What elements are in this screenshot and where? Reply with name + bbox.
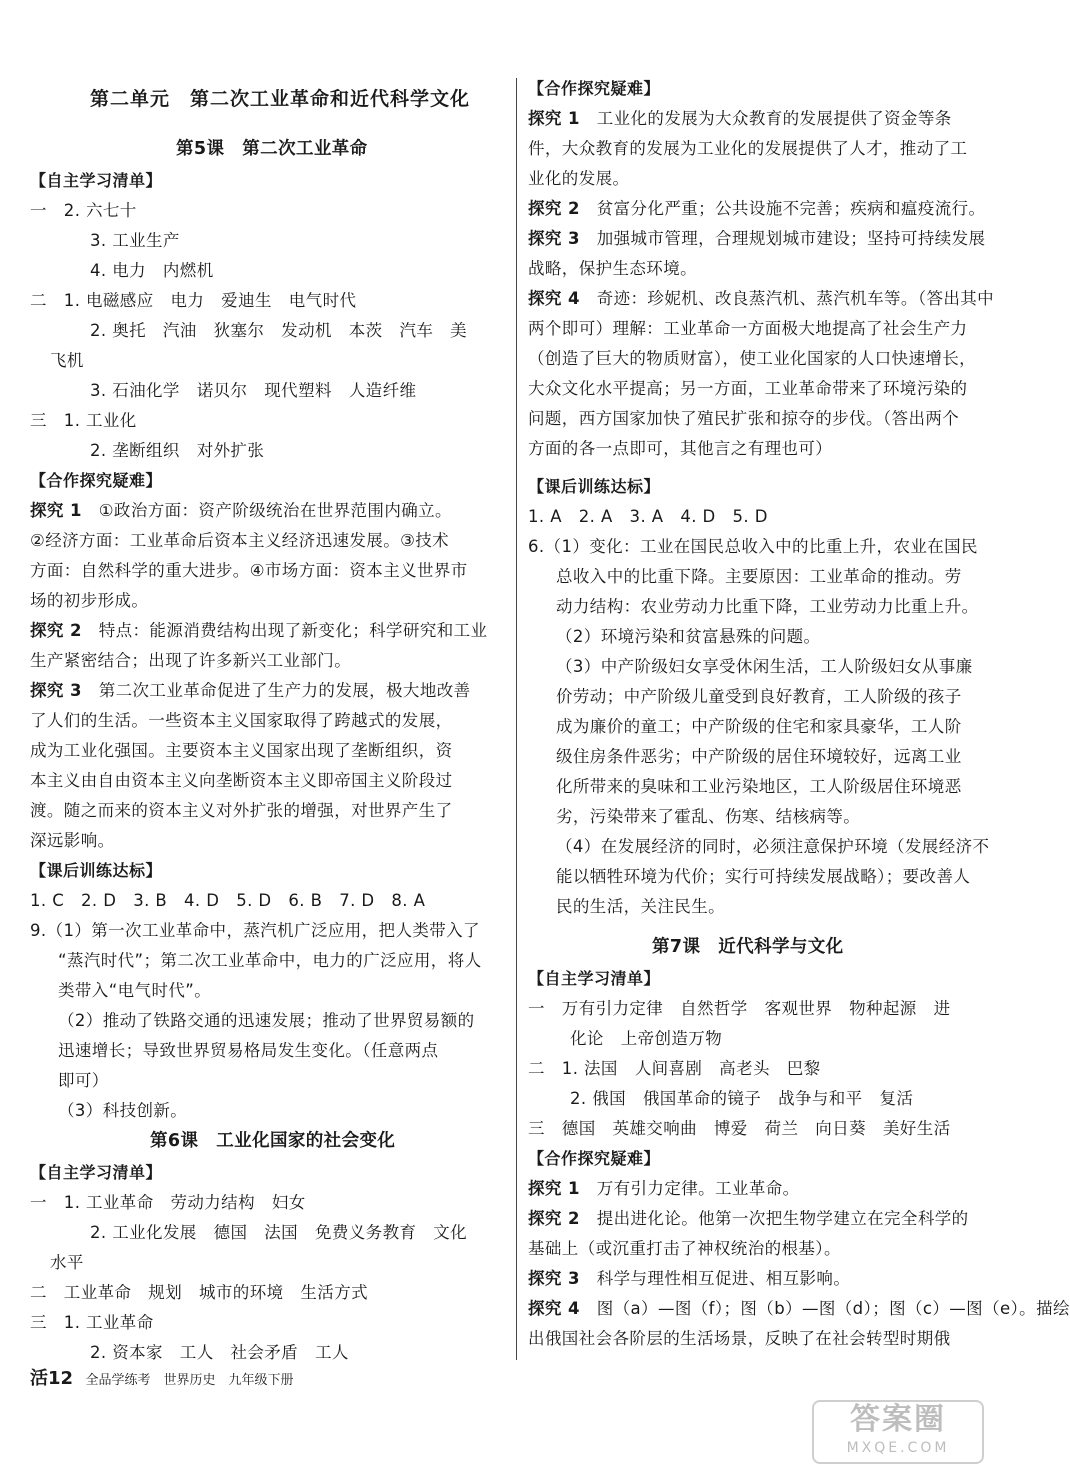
page-footer xyxy=(30,1364,293,1390)
answer-line: （4）在发展经济的同时，必须注意保护环境（发展经济不 xyxy=(556,837,990,856)
explore-text: 两个即可）理解：工业革命一方面极大地提高了社会生产力 xyxy=(528,319,968,338)
answer-line: 二 1. 电磁感应 电力 爱迪生 电气时代 xyxy=(30,291,357,310)
answer-line: 三 德国 英雄交响曲 博爱 荷兰 向日葵 美好生活 xyxy=(528,1119,951,1138)
explore-label: 探究 3 xyxy=(528,229,580,248)
answer-line: 类带入“电气时代”。 xyxy=(58,981,212,1000)
explore-label: 探究 1 xyxy=(30,501,82,520)
explore-text: 图（a）—图（f）；图（b）—图（d）；图（c）—图（e）。描绘 xyxy=(596,1299,1070,1318)
answer-line: 二 工业革命 规划 城市的环境 生活方式 xyxy=(30,1283,368,1302)
explore-label: 探究 2 xyxy=(30,621,82,640)
section-heading: 【合作探究疑难】 xyxy=(30,471,163,490)
section-heading: 【课后训练达标】 xyxy=(30,861,163,880)
answer-line: 水平 xyxy=(50,1253,84,1272)
answer-line: 9.（1）第一次工业革命中，蒸汽机广泛应用，把人类带入了 xyxy=(30,921,480,940)
section-heading: 【合作探究疑难】 xyxy=(528,79,661,98)
section-heading: 【课后训练达标】 xyxy=(528,477,661,496)
column-divider xyxy=(516,78,517,1360)
answer-line: 化论 上帝创造万物 xyxy=(570,1029,723,1048)
explore-text: 贫富分化严重；公共设施不完善；疾病和瘟疫流行。 xyxy=(596,199,986,218)
explore-text: 业化的发展。 xyxy=(528,169,630,188)
answer-line: 2. 工业化发展 德国 法国 免费义务教育 文化 xyxy=(90,1223,468,1242)
explore-text: 提出进化论。他第一次把生物学建立在完全科学的 xyxy=(596,1209,969,1228)
explore-text: ①政治方面：资产阶级统治在世界范围内确立。 xyxy=(98,501,452,520)
section-heading: 【自主学习清单】 xyxy=(30,171,163,190)
explore-text: 本主义由自由资本主义向垄断资本主义即帝国主义阶段过 xyxy=(30,771,453,790)
explore-label: 探究 3 xyxy=(30,681,82,700)
explore-text: 工业化的发展为大众教育的发展提供了资金等条 xyxy=(596,109,952,128)
explore-text: 深远影响。 xyxy=(30,831,115,850)
answer-line: 一 万有引力定律 自然哲学 客观世界 物种起源 进 xyxy=(528,999,951,1018)
explore-text: （创造了巨大的物质财富），使工业化国家的人口快速增长， xyxy=(528,349,977,368)
explore-text: 第二次工业革命促进了生产力的发展，极大地改善 xyxy=(98,681,471,700)
answer-line: 三 1. 工业化 xyxy=(30,411,137,430)
answer-line: 2. 奥托 汽油 狄塞尔 发动机 本茨 汽车 美 xyxy=(90,321,468,340)
answer-line: 飞机 xyxy=(50,351,84,370)
explore-text: 了人们的生活。一些资本主义国家取得了跨越式的发展， xyxy=(30,711,453,730)
answer-line: 总收入中的比重下降。主要原因：工业革命的推动。劳 xyxy=(556,567,962,586)
explore-text: 出俄国社会各阶层的生活场景，反映了在社会转型时期俄 xyxy=(528,1329,951,1348)
explore-text: 场的初步形成。 xyxy=(30,591,149,610)
answer-line: 能以牺牲环境为代价；实行可持续发展战略）；要改善人 xyxy=(556,867,971,886)
answer-line: 2. 俄国 俄国革命的镜子 战争与和平 复活 xyxy=(570,1089,914,1108)
answer-line: 迅速增长；导致世界贸易格局发生变化。（任意两点 xyxy=(58,1041,439,1060)
explore-text: 方面：自然科学的重大进步。④市场方面：资本主义世界市 xyxy=(30,561,468,580)
explore-label: 探究 1 xyxy=(528,109,580,128)
lesson7-title: 第7课 近代科学与文化 xyxy=(652,937,844,957)
answer-line: 1. C 2. D 3. B 4. D 5. D 6. B 7. D 8. A xyxy=(30,891,426,910)
answer-line: 化所带来的臭味和工业污染地区，工人阶级居住环境恶 xyxy=(556,777,962,796)
explore-text: 基础上（或沉重打击了神权统治的根基）。 xyxy=(528,1239,841,1258)
explore-text: 特点：能源消费结构出现了新变化；科学研究和工业 xyxy=(98,621,488,640)
explore-text: 科学与理性相互促进、相互影响。 xyxy=(596,1269,851,1288)
watermark-logo-url: MXQE.COM xyxy=(846,1440,950,1456)
section-heading: 【合作探究疑难】 xyxy=(528,1149,661,1168)
answer-line: 劣，污染带来了霍乱、伤寒、结核病等。 xyxy=(556,807,861,826)
answer-line: 即可） xyxy=(58,1071,109,1090)
explore-label: 探究 2 xyxy=(528,1209,580,1228)
explore-text: 万有引力定律。工业革命。 xyxy=(596,1179,800,1198)
answer-line: 3. 石油化学 诺贝尔 现代塑料 人造纤维 xyxy=(90,381,417,400)
answer-line: 成为廉价的童工；中产阶级的住宅和家具豪华，工人阶 xyxy=(556,717,962,736)
unit-title: 第二单元 第二次工业革命和近代科学文化 xyxy=(90,88,471,110)
explore-text: 渡。随之而来的资本主义对外扩张的增强，对世界产生了 xyxy=(30,801,453,820)
answer-line: 一 1. 工业革命 劳动力结构 妇女 xyxy=(30,1193,306,1212)
answer-line: 3. 工业生产 xyxy=(90,231,180,250)
explore-label: 探究 4 xyxy=(528,289,580,308)
answer-line: 2. 资本家 工人 社会矛盾 工人 xyxy=(90,1343,349,1362)
explore-text: 件，大众教育的发展为工业化的发展提供了人才，推动了工 xyxy=(528,139,968,158)
explore-text: 战略，保护生态环境。 xyxy=(528,259,697,278)
answer-line: （3）中产阶级妇女享受休闲生活，工人阶级妇女从事廉 xyxy=(556,657,973,676)
answer-line: 6.（1）变化：工业在国民总收入中的比重上升，农业在国民 xyxy=(528,537,978,556)
answer-line: 2. 垄断组织 对外扩张 xyxy=(90,441,265,460)
answer-line: 三 1. 工业革命 xyxy=(30,1313,154,1332)
answer-line: 二 1. 法国 人间喜剧 高老头 巴黎 xyxy=(528,1059,821,1078)
answer-line: “蒸汽时代”；第二次工业革命中，电力的广泛应用，将人 xyxy=(58,951,482,970)
answer-line: 1. A 2. A 3. A 4. D 5. D xyxy=(528,507,768,526)
answer-line: （2）环境污染和贫富悬殊的问题。 xyxy=(556,627,821,646)
explore-text: 成为工业化强国。主要资本主义国家出现了垄断组织，资 xyxy=(30,741,453,760)
explore-label: 探究 2 xyxy=(528,199,580,218)
section-heading: 【自主学习清单】 xyxy=(30,1163,163,1182)
explore-label: 探究 3 xyxy=(528,1269,580,1288)
answer-line: 4. 电力 内燃机 xyxy=(90,261,214,280)
lesson6-title: 第6课 工业化国家的社会变化 xyxy=(150,1131,396,1151)
explore-label: 探究 4 xyxy=(528,1299,580,1318)
answer-line: （2）推动了铁路交通的迅速发展；推动了世界贸易额的 xyxy=(58,1011,475,1030)
answer-line: 价劳动；中产阶级儿童受到良好教育，工人阶级的孩子 xyxy=(556,687,962,706)
section-heading: 【自主学习清单】 xyxy=(528,969,661,988)
watermark-logo-main: 答案圈 xyxy=(850,1402,946,1437)
watermark-logo xyxy=(812,1400,984,1464)
lesson5-title: 第5课 第二次工业革命 xyxy=(176,139,368,159)
explore-text: 问题，西方国家加快了殖民扩张和掠夺的步伐。（答出两个 xyxy=(528,409,960,428)
answer-line: 动力结构：农业劳动力比重下降，工业劳动力比重上升。 xyxy=(556,597,979,616)
answer-line: 一 2. 六七十 xyxy=(30,201,137,220)
explore-label: 探究 1 xyxy=(528,1179,580,1198)
explore-text: 加强城市管理，合理规划城市建设；坚持可持续发展 xyxy=(596,229,986,248)
explore-text: 方面的各一点即可，其他言之有理也可） xyxy=(528,439,833,458)
explore-text: 大众文化水平提高；另一方面，工业革命带来了环境污染的 xyxy=(528,379,968,398)
explore-text: 生产紧密结合；出现了许多新兴工业部门。 xyxy=(30,651,352,670)
explore-text: ②经济方面：工业革命后资本主义经济迅速发展。③技术 xyxy=(30,531,450,550)
page-number: 活12 xyxy=(30,1368,74,1389)
explore-text: 奇迹：珍妮机、改良蒸汽机、蒸汽机车等。（答出其中 xyxy=(596,289,995,308)
book-title: 全品学练考 世界历史 九年级下册 xyxy=(85,1373,294,1388)
answer-line: 级住房条件恶劣；中产阶级的居住环境较好，远离工业 xyxy=(556,747,962,766)
answer-line: （3）科技创新。 xyxy=(58,1101,188,1120)
answer-line: 民的生活，关注民生。 xyxy=(556,897,725,916)
